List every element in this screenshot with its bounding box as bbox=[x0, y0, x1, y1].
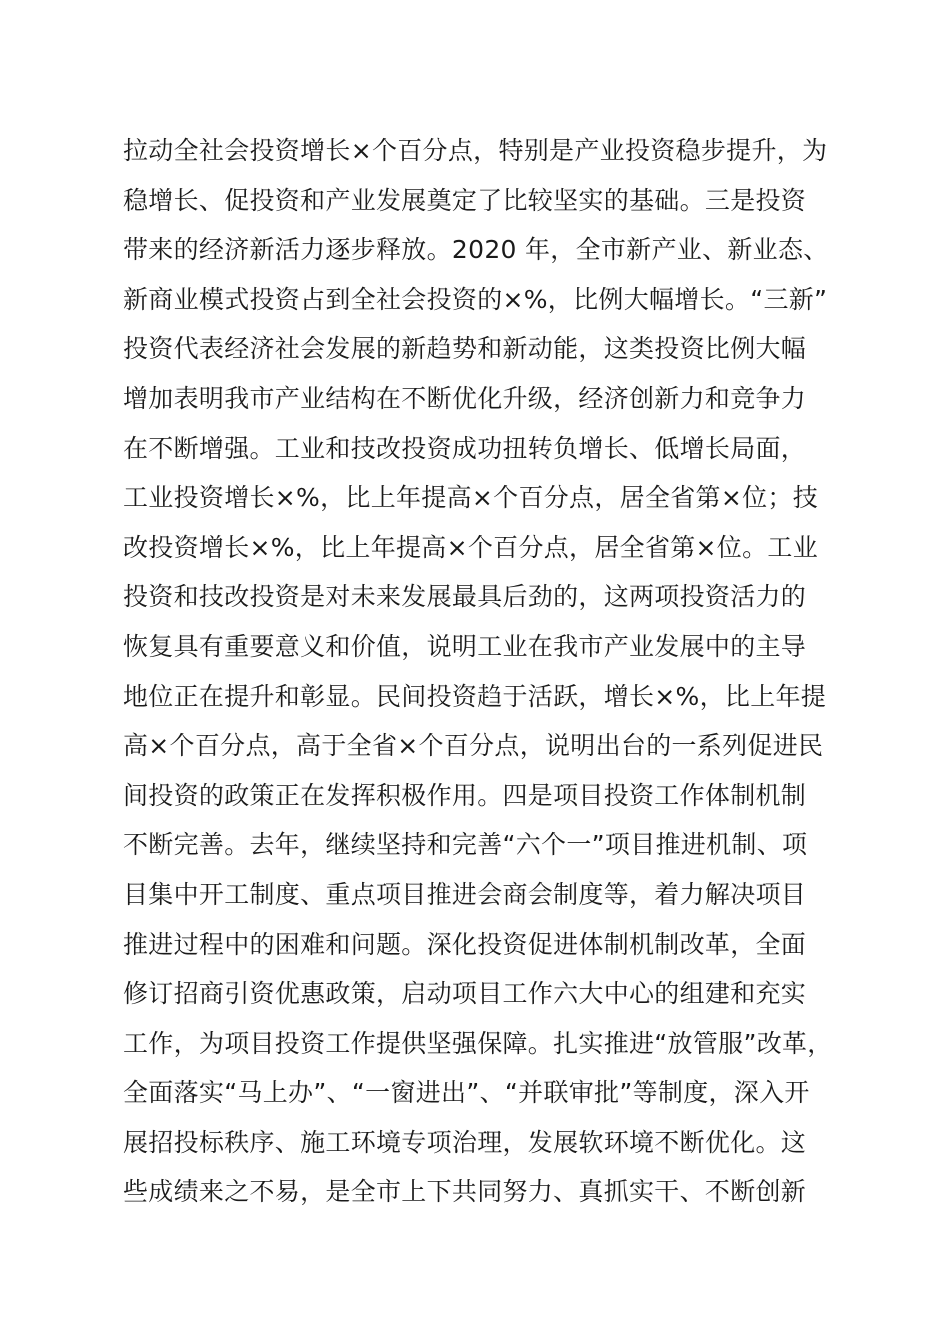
text-line: 地位正在提升和彰显。民间投资趋于活跃，增长×%，比上年提 bbox=[123, 681, 827, 711]
text-line: 展招投标秩序、施工环境专项治理，发展软环境不断优化。这 bbox=[123, 1127, 807, 1157]
text-line: 工作，为项目投资工作提供坚强保障。扎实推进“放管服”改革， bbox=[123, 1028, 833, 1058]
text-line: 不断完善。去年，继续坚持和完善“六个一”项目推进机制、项 bbox=[123, 830, 808, 860]
text-line: 高×个百分点，高于全省×个百分点，说明出台的一系列促进民 bbox=[123, 731, 824, 761]
text-line: 恢复具有重要意义和价值，说明工业在我市产业发展中的主导 bbox=[123, 631, 807, 661]
body-text bbox=[123, 126, 843, 1217]
text-line: 稳增长、促投资和产业发展奠定了比较坚实的基础。三是投资 bbox=[123, 185, 807, 215]
text-line: 投资和技改投资是对未来发展最具后劲的，这两项投资活力的 bbox=[123, 582, 807, 612]
text-line: 些成绩来之不易，是全市上下共同努力、真抓实干、不断创新 bbox=[123, 1177, 807, 1207]
text-line: 新商业模式投资占到全社会投资的×%，比例大幅增长。“三新” bbox=[123, 284, 828, 314]
text-line: 在不断增强。工业和技改投资成功扭转负增长、低增长局面， bbox=[123, 433, 807, 463]
text-line: 修订招商引资优惠政策，启动项目工作六大中心的组建和充实 bbox=[123, 979, 807, 1009]
text-line: 拉动全社会投资增长×个百分点，特别是产业投资稳步提升，为 bbox=[123, 136, 828, 165]
text-line: 全面落实“马上办”、“一窗进出”、“并联审批”等制度，深入开 bbox=[123, 1078, 810, 1108]
text-line: 带来的经济新活力逐步释放。2020 年，全市新产业、新业态、 bbox=[123, 235, 829, 265]
text-line: 推进过程中的困难和问题。深化投资促进体制机制改革，全面 bbox=[123, 929, 807, 959]
text-line: 改投资增长×%，比上年提高×个百分点，居全省第×位。工业 bbox=[123, 532, 818, 562]
text-line: 增加表明我市产业结构在不断优化升级，经济创新力和竞争力 bbox=[123, 383, 807, 413]
text-line: 工业投资增长×%，比上年提高×个百分点，居全省第×位；技 bbox=[123, 483, 818, 513]
text-line: 目集中开工制度、重点项目推进会商会制度等，着力解决项目 bbox=[123, 879, 807, 909]
text-line: 间投资的政策正在发挥积极作用。四是项目投资工作体制机制 bbox=[123, 780, 807, 810]
text-line: 投资代表经济社会发展的新趋势和新动能，这类投资比例大幅 bbox=[123, 334, 807, 364]
